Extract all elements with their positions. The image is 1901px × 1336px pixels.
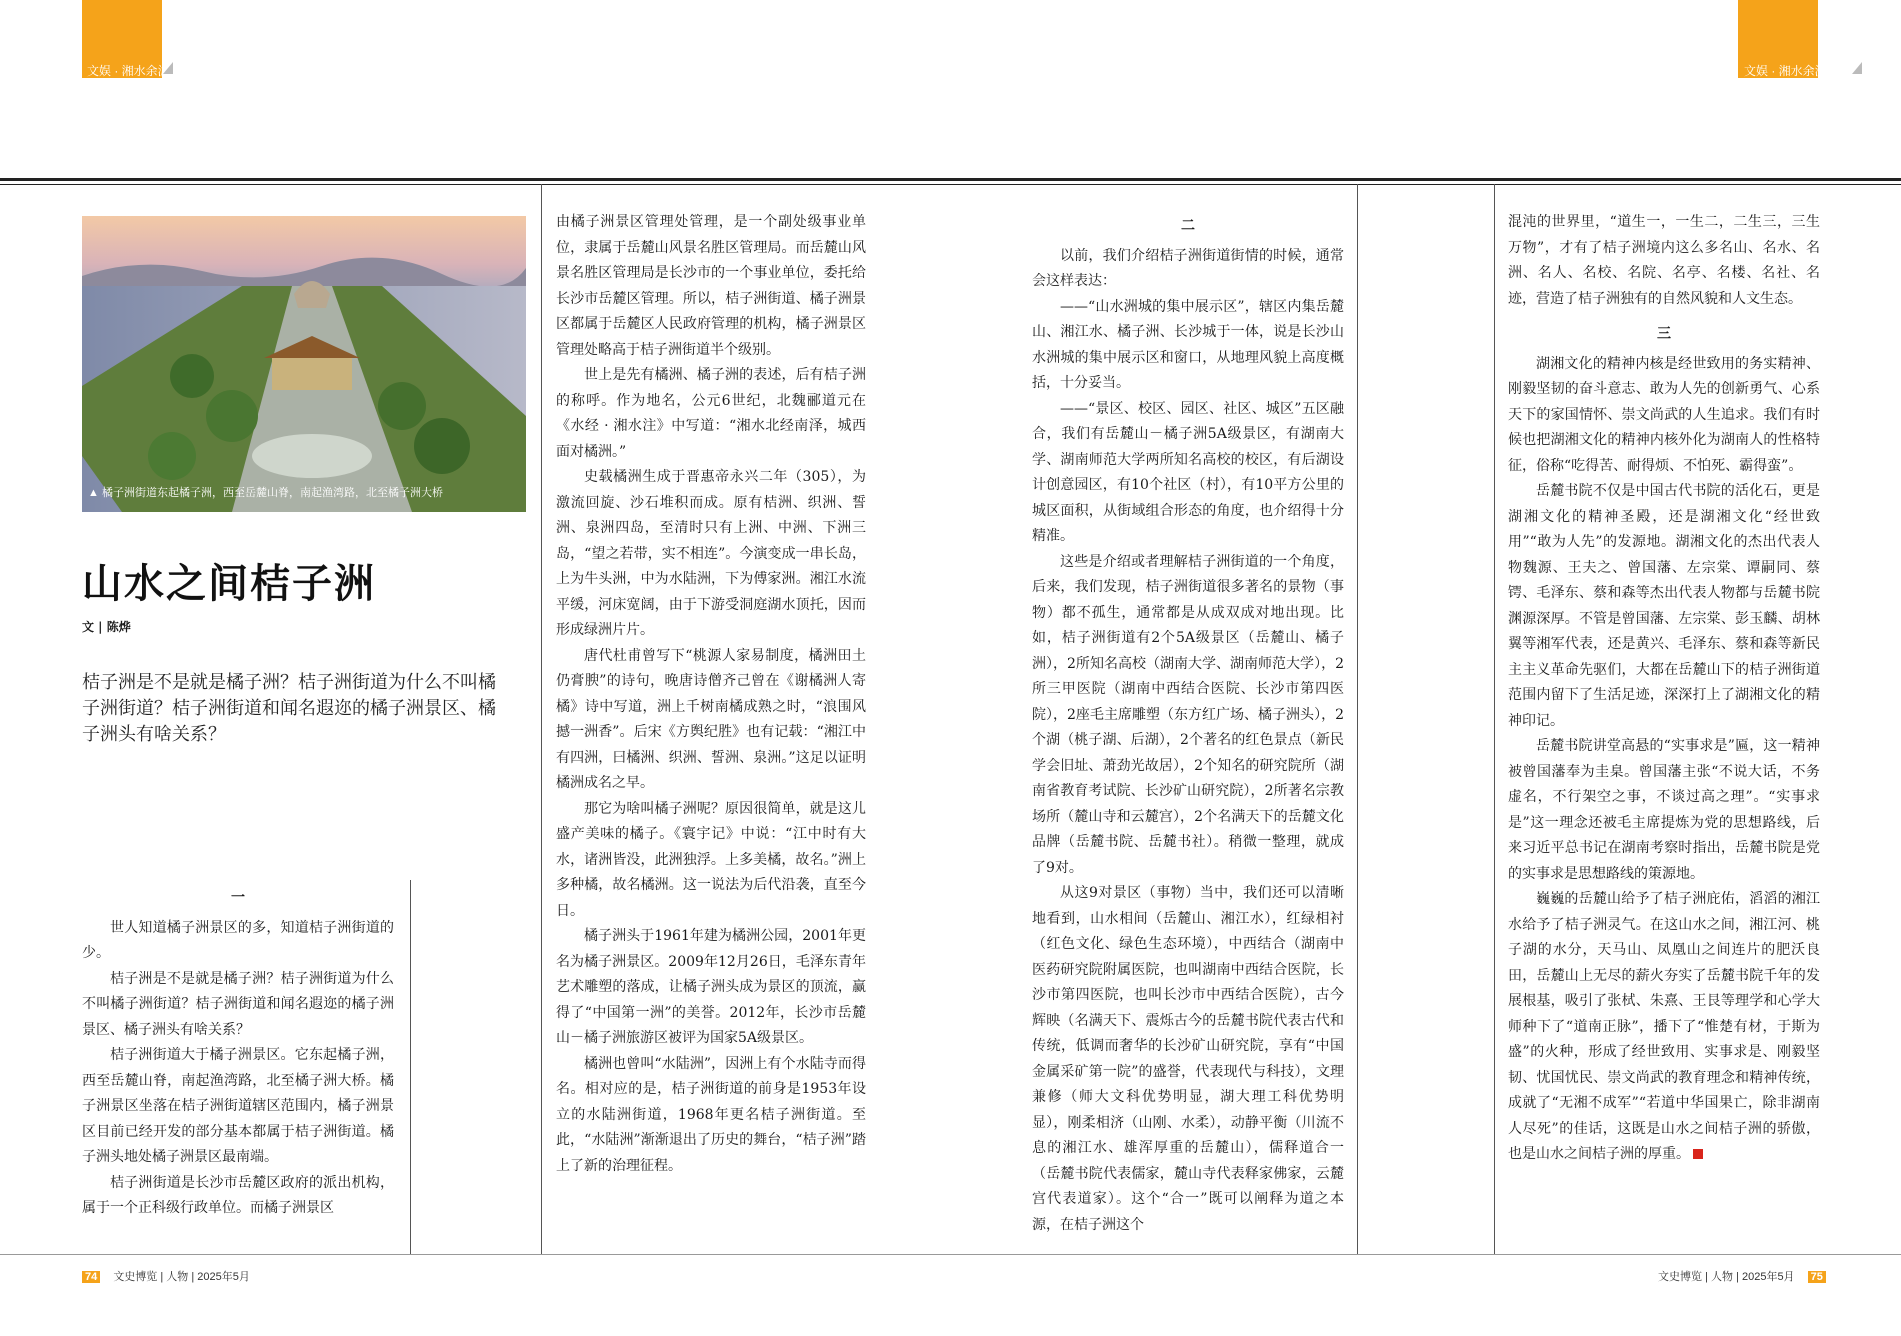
left-header-triangle (163, 62, 173, 74)
paragraph: 橘子洲头于1961年建为橘洲公园，2001年更名为橘子洲景区。2009年12月26日，毛泽东青年艺术雕塑的落成，让橘子洲头成为景区的顶流，赢得了“中国第一洲”的美誉。2012年，长沙市岳麓山－橘子洲旅游区被评为国家5A级景区。 (556, 928, 866, 1046)
paragraph: 世人知道橘子洲景区的多，知道桔子洲街道的少。 (82, 919, 394, 961)
paragraph: 桔子洲是不是就是橘子洲？桔子洲街道为什么不叫橘子洲街道？桔子洲街道和闻名遐迩的橘子洲景区、橘子洲头有啥关系？ (82, 970, 394, 1038)
issue-date: 2025年5月 (1741, 1271, 1795, 1283)
paragraph: 那它为啥叫橘子洲呢？原因很简单，就是这儿盛产美味的橘子。《寰宇记》中说：“江中时有大水，诸洲皆没，此洲独浮。上多美橘，故名。”洲上多种橘，故名橘洲。这一说法为后代沿袭，直至今日。 (556, 800, 866, 919)
paragraph: 史载橘洲生成于晋惠帝永兴二年（305），为激流回旋、沙石堆积而成。原有桔洲、织洲、誓洲、泉洲四岛，至清时只有上洲、中洲、下洲三岛，“望之若带，实不相连”。今演变成一串长岛，上为牛头洲，中为水陆洲，下为傅家洲。湘江水流平缓，河床宽阔，由于下游受洞庭湖水顶托，因而形成绿洲片片。 (556, 469, 866, 638)
end-mark-icon (1693, 1149, 1703, 1159)
paragraph: 唐代杜甫曾写下“桃源人家易制度，橘洲田土仍膏腴”的诗句，晚唐诗僧齐己曾在《谢橘洲人寄橘》诗中写道，洲上千树南橘成熟之时，“浪围风撼一洲香”。后宋《方舆纪胜》也有记载：“湘江中有四洲，曰橘洲、织洲、誓洲、泉洲。”这足以证明橘洲成名之早。 (556, 647, 866, 791)
right-page-number: 75 (1808, 1271, 1826, 1283)
article-title: 山水之间桔子洲 (82, 561, 376, 607)
paragraph: 橘洲也曾叫“水陆洲”，因洲上有个水陆寺而得名。相对应的是，桔子洲街道的前身是1953年设立的水陆洲街道，1968年更名桔子洲街道。至此，“水陆洲”渐渐退出了历史的舞台，“桔子洲”踏上了新的治理征程。 (556, 1055, 866, 1174)
paragraph: 桔子洲街道是长沙市岳麓区政府的派出机构，属于一个正科级行政单位。而橘子洲景区 (82, 1174, 394, 1216)
column-divider-1 (541, 184, 542, 1254)
left-footer (82, 1268, 250, 1284)
footer-separator: | (1736, 1271, 1739, 1283)
paragraph-final (1508, 887, 1820, 1168)
paragraph: 世上是先有橘洲、橘子洲的表述，后有桔子洲的称呼。作为地名，公元6世纪，北魏郦道元在《水经 · 湘水注》中写道：“湘水北经南泽，城西面对橘洲。” (556, 367, 866, 460)
right-section-label: 文娱 · 湘水余波 (1744, 64, 1827, 78)
paragraph: 湖湘文化的精神内核是经世致用的务实精神、刚毅坚韧的奋斗意志、敢为人先的创新勇气、心系天下的家国情怀、崇文尚武的人生追求。我们有时候也把湖湘文化的精神内核外化为湖南人的性格特征，俗称“吃得苦、耐得烦、不怕死、霸得蛮”。 (1508, 355, 1820, 474)
text-column-4 (1508, 210, 1820, 1168)
paragraph-continued: 混沌的世界里，“道生一，一生二，二生三，三生万物”，才有了桔子洲境内这么多名山、名水、名洲、名人、名校、名院、名亭、名楼、名社、名迹，营造了桔子洲独有的自然风貌和人文生态。 (1508, 214, 1820, 307)
footer-separator: | (160, 1271, 164, 1283)
aerial-photo-orange-isle (82, 216, 526, 512)
section-heading-3: 三 (1657, 326, 1671, 342)
left-section-label: 文娱 · 湘水余波 (87, 64, 170, 78)
paragraph: ——“山水洲城的集中展示区”，辖区内集岳麓山、湘江水、橘子洲、长沙城于一体，说是长沙山水洲城的集中展示区和窗口，从地理风貌上高度概括，十分妥当。 (1032, 298, 1344, 391)
article-lead: 桔子洲是不是就是橘子洲？桔子洲街道为什么不叫橘子洲街道？桔子洲街道和闻名遐迩的橘子洲景区、橘子洲头有啥关系？ (82, 672, 496, 745)
column-name: 人物 (166, 1271, 189, 1283)
paragraph: 从这9对景区（事物）当中，我们还可以清晰地看到，山水相间（岳麓山、湘江水），红绿相衬（红色文化、绿色生态环境），中西结合（湖南中医药研究院附属医院，也叫湖南中西结合医院，长沙市第四医院，也叫长沙市中西结合医院），古今辉映（名满天下、震烁古今的岳麓书院代表古代和传统，低调而奢华的长沙矿山研究院，享有“中国金属采矿第一院”的盛誉，代表现代与科技），文理兼修（师大文科优势明显，湖大理工科优势明显），刚柔相济（山刚、水柔），动静平衡（川流不息的湘江水、雄浑厚重的岳麓山），儒释道合一（岳麓书院代表儒家，麓山寺代表释家佛家，云麓宫代表道家）。这个“合一”既可以阐释为道之本源，在桔子洲这个 (1032, 885, 1344, 1233)
paragraph: 以前，我们介绍桔子洲街道街情的时候，通常会这样表达： (1032, 247, 1344, 289)
top-rule-thin (0, 184, 1901, 185)
footer-separator: | (191, 1271, 195, 1283)
column-divider-col1 (410, 880, 411, 1254)
left-page-number: 74 (82, 1271, 100, 1283)
column-divider-3 (1494, 184, 1495, 1254)
aerial-photo-illustration (82, 216, 526, 512)
section-heading-2: 二 (1181, 218, 1195, 234)
column-divider-2 (1357, 184, 1358, 1254)
article-byline: 文 | 陈烨 (82, 620, 131, 634)
top-rule-thick (0, 178, 1901, 181)
footer-separator: | (1705, 1271, 1708, 1283)
paragraph-final-text: 巍巍的岳麓山给予了桔子洲庇佑，滔滔的湘江水给予了桔子洲灵气。在这山水之间，湘江河、桃子湖的水分，天马山、凤凰山之间连片的肥沃良田，岳麓山上无尽的薪火夯实了岳麓书院千年的发展根基，吸引了张栻、朱熹、王艮等理学和心学大师种下了“道南正脉”，播下了“惟楚有材，于斯为盛”的火种，形成了经世致用、实事求是、刚毅坚韧、忧国忧民、崇文尚武的教育理念和精神传统，成就了“无湘不成军”“若道中华国果亡，除非湖南人尽死”的佳话，这既是山水之间桔子洲的骄傲，也是山水之间桔子洲的厚重。 (1508, 891, 1820, 1162)
right-footer (1658, 1268, 1826, 1284)
text-column-3 (1032, 204, 1344, 1238)
section-heading-1: 一 (231, 890, 245, 906)
bottom-rule (0, 1254, 1901, 1255)
paragraph: ——“景区、校区、园区、社区、城区”五区融合，我们有岳麓山－橘子洲5A级景区，有湖南大学、湖南师范大学两所知名高校的校区，有后湖设计创意园区，有10个社区（村），有10平方公里的城区面积，从街域组合形态的角度，也介绍得十分精准。 (1032, 400, 1344, 544)
text-column-2 (556, 210, 866, 1179)
paragraph: 岳麓书院不仅是中国古代书院的活化石，更是湖湘文化的精神圣殿，还是湖湘文化“经世致用”“敢为人先”的发源地。湖湘文化的杰出代表人物魏源、王夫之、曾国藩、左宗棠、谭嗣同、蔡锷、毛泽东、蔡和森等杰出代表人物都与岳麓书院渊源深厚。不管是曾国藩、左宗棠、彭玉麟、胡林翼等湘军代表，还是黄兴、毛泽东、蔡和森等新民主主义革命先驱们，大都在岳麓山下的桔子洲街道范围内留下了生活足迹，深深打上了湖湘文化的精神印记。 (1508, 483, 1820, 729)
magazine-name: 文史博览 (113, 1271, 158, 1283)
column-name: 人物 (1710, 1271, 1733, 1283)
text-column-1 (82, 876, 394, 1222)
paragraph: 这些是介绍或者理解桔子洲街道的一个角度，后来，我们发现，桔子洲街道很多著名的景物（事物）都不孤生，通常都是从成双成对地出现。比如，桔子洲街道有2个5A级景区（岳麓山、橘子洲），2所知名高校（湖南大学、湖南师范大学），2所三甲医院（湖南中西结合医院、长沙市第四医院），2座毛主席雕塑（东方红广场、橘子洲头），2个湖（桃子湖、后湖），2个著名的红色景点（新民学会旧址、萧劲光故居），2个知名的研究院所（湖南省教育考试院、长沙矿山研究院），2所著名宗教场所（麓山寺和云麓宫），2个名满天下的岳麓文化品牌（岳麓书院、岳麓书社）。稍微一整理，就成了9对。 (1032, 553, 1344, 876)
magazine-name: 文史博览 (1658, 1271, 1702, 1283)
paragraph-continued: 由橘子洲景区管理处管理，是一个副处级事业单位，隶属于岳麓山风景名胜区管理局。而岳麓山风景名胜区管理局是长沙市的一个事业单位，委托给长沙市岳麓区管理。所以，桔子洲街道、橘子洲景区都属于岳麓区人民政府管理的机构，橘子洲景区管理处略高于桔子洲街道半个级别。 (556, 214, 866, 358)
photo-caption: ▲ 橘子洲街道东起橘子洲，西至岳麓山脊，南起渔湾路，北至橘子洲大桥 (88, 487, 443, 499)
paragraph: 桔子洲街道大于橘子洲景区。它东起橘子洲，西至岳麓山脊，南起渔湾路，北至橘子洲大桥。橘子洲景区坐落在桔子洲街道辖区范围内，橘子洲景区目前已经开发的部分基本都属于桔子洲街道。橘子洲头地处橘子洲景区最南端。 (82, 1047, 394, 1165)
paragraph: 岳麓书院讲堂高悬的“实事求是”匾，这一精神被曾国藩奉为圭臬。曾国藩主张“不说大话，不务虚名，不行架空之事，不谈过高之理”。“实事求是”这一理念还被毛主席提炼为党的思想路线，后来习近平总书记在湖南考察时指出，岳麓书院是党的实事求是思想路线的策源地。 (1508, 738, 1820, 882)
issue-date: 2025年5月 (197, 1271, 250, 1283)
right-header-triangle (1852, 62, 1862, 74)
